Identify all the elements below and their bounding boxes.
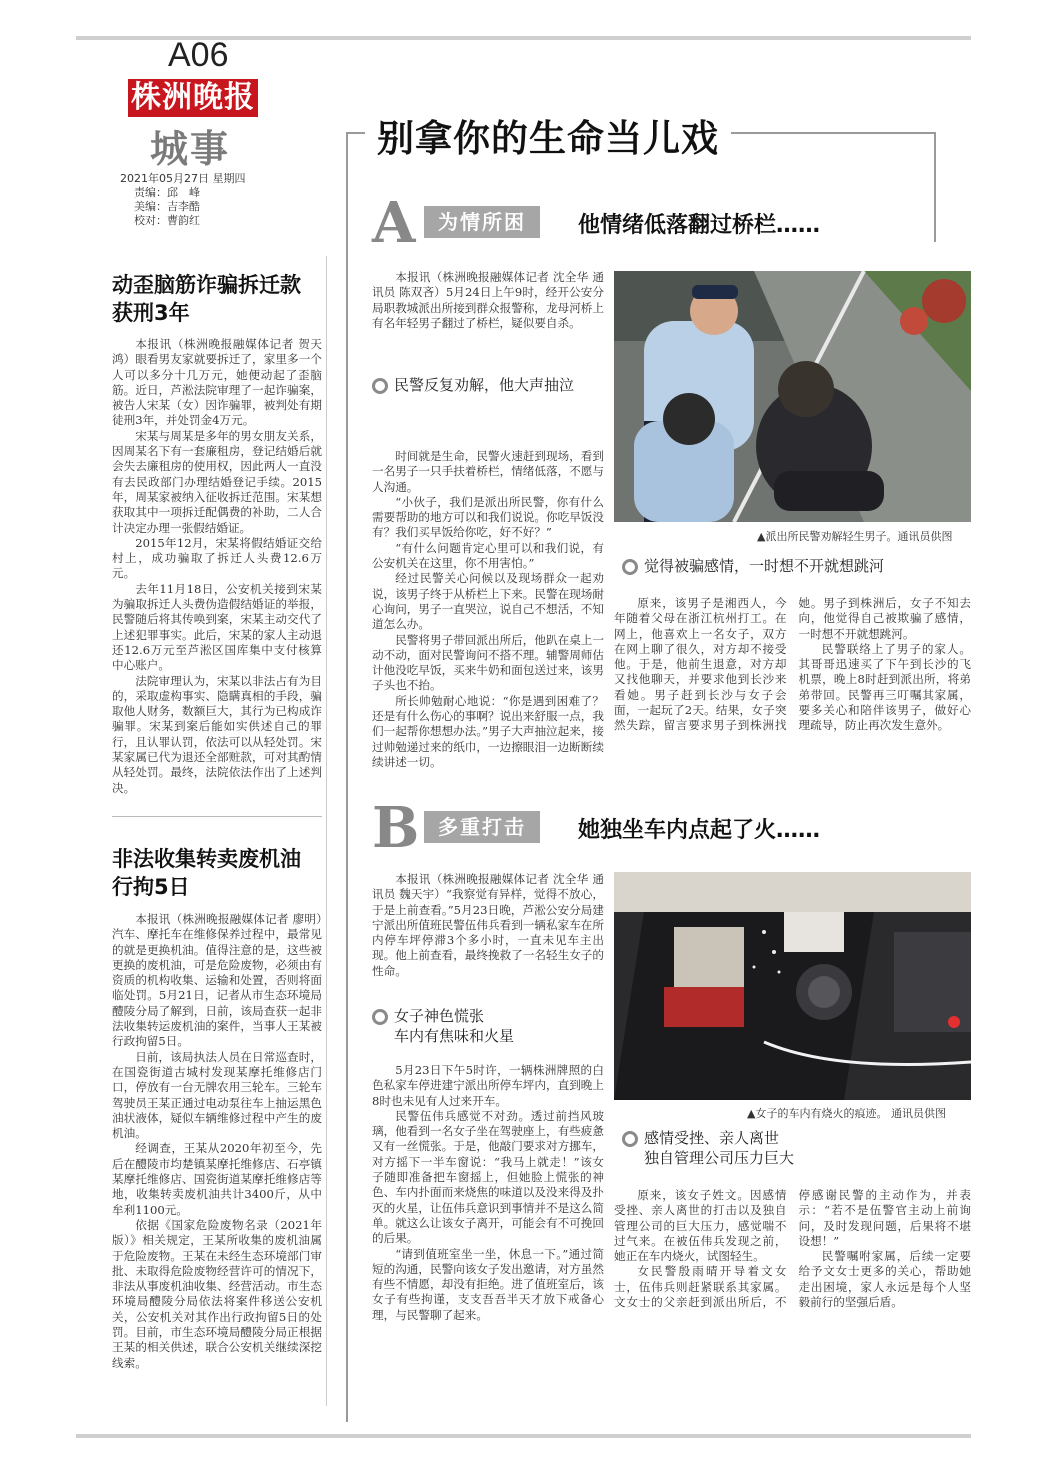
section-a-subhead2 xyxy=(622,556,952,576)
paragraph: 原来，该男子是湘西人，今年随着父母在浙江杭州打工。在网上，他喜欢上一名女子，双方在网上聊了很久，对方却不接受他。于是，他前生退意，对方却又找他聊天，并要求他到长沙来看她。男子赶到长沙与女子会面，一起玩了2天。结果，女子突然失踪，留言要求男子到株洲找她。男子到株洲后，女子不知去向，他觉得自己被欺骗了感情，一时想不开就想跳河。 xyxy=(614,596,971,733)
section-a-subhead1 xyxy=(372,375,604,395)
subhead-line1: 女子神色慌张 xyxy=(394,1007,485,1025)
article1-headline xyxy=(112,271,322,327)
section-b-lead xyxy=(372,872,604,979)
paragraph: 民警嘱咐家属，后续一定要给予文女士更多的关心，帮助她走出困境，家人永远是每个人坚毅前行的坚强后盾。 xyxy=(798,1249,971,1310)
section-a-title: 他情绪低落翻过桥栏…… xyxy=(578,213,821,238)
paragraph: “有什么问题肯定心里可以和我们说，有公安机关在这里，你不用害怕。” xyxy=(372,540,604,571)
paragraph: 本报讯（株洲晚报融媒体记者 沈全华 通讯员 魏天宇）“我察觉有异样，觉得不放心，于是上前查看。”5月23日晚，芦淞公安分局建宁派出所值班民警伍伟兵看到一辆私家车在所内停车坪停滞3个多小时，一直未见车主出现。他上前查看，最终挽救了一名轻生女子的性命。 xyxy=(372,872,604,978)
article1-headline-line2: 获刑3年 xyxy=(112,301,190,325)
article2-body xyxy=(112,912,322,1371)
proofreader-credit: 校对：曹韵红 xyxy=(134,214,200,227)
section-a-letter: A xyxy=(372,190,416,256)
paragraph: 女民警殷雨晴开导着文女士，伍伟兵则赶紧联系其家属。文女士的父亲赶到派出所后，不停感谢民警的主动作为，并表示：“若不是伍警官主动上前询问，及时发现问题，后果将不堪设想！” xyxy=(614,1188,971,1310)
photo-burned-car-interior xyxy=(614,872,971,1100)
photo-illustration xyxy=(614,872,971,1100)
paragraph: 所长帅勉耐心地说：“你是遇到困难了？还是有什么伤心的事啊？说出来舒服一点，我们一起帮你想想办法。”男子大声抽泣起来，接过帅勉递过来的纸巾，一边擦眼泪一边断断续续讲述一切。 xyxy=(372,693,605,769)
issue-date: 2021年05月27日 星期四 xyxy=(120,172,246,185)
section-b-tag: 多重打击 xyxy=(424,811,540,843)
subhead-line2: 车内有焦味和火星 xyxy=(394,1027,515,1045)
editor-credit: 责编：邱 峰 xyxy=(134,186,200,199)
article1-headline-line1: 动歪脑筋诈骗拆迁款 xyxy=(112,273,301,297)
article1-body xyxy=(112,337,322,796)
paragraph: 民警将男子带回派出所后，他趴在桌上一动不动，面对民警询问不搭不理。辅警周师估计他没吃早饭，买来牛奶和面包送过来，该男子头也不抬。 xyxy=(372,632,604,693)
paragraph: “小伙子，我们是派出所民警，你有什么需要帮助的地方可以和我们说说。你吃早饭没有？我们买早饭给你吃，好不好？” xyxy=(372,494,604,540)
section-b-subhead2 xyxy=(622,1128,952,1168)
article2-headline-line1: 非法收集转卖废机油 xyxy=(112,847,301,871)
subhead-text xyxy=(394,1006,514,1046)
newspaper-logo: 株洲晚报 xyxy=(128,79,258,117)
photo1-caption: ▲派出所民警劝解轻生男子。通讯员供图 xyxy=(757,530,953,543)
bottom-rule xyxy=(76,1434,971,1438)
paragraph: 日前，该局执法人员在日常巡查时，在国瓷街道古城村发现某摩托维修店门口，停放有一台无牌农用三轮车。三轮车驾驶员王某正通过电动泵往车上抽运黑色油状液体，疑似车辆维修过程中产生的废机油。 xyxy=(112,1049,322,1141)
article2-headline xyxy=(112,845,322,901)
subhead-line2: 独自管理公司压力巨大 xyxy=(644,1149,795,1167)
section-b-subhead1 xyxy=(372,1006,604,1046)
section-b-letter: B xyxy=(372,795,420,861)
bullet-ring-icon xyxy=(372,1009,388,1025)
paragraph: 法院审理认为，宋某以非法占有为目的，采取虚构事实、隐瞒真相的手段，骗取他人财务，数额巨大，其行为已构成诈骗罪。宋某到案后能如实供述自己的罪行，且认罪认罚，依法可以从轻处罚。宋某家属已代为退还全部赃款，可对其酌情从轻处罚。最终，法院依法作出了上述判决。 xyxy=(112,673,322,795)
subhead-line1: 感情受挫、亲人离世 xyxy=(644,1129,780,1147)
subhead-text: 民警反复劝解，他大声抽泣 xyxy=(394,376,575,394)
paragraph: 本报讯（株洲晚报融媒体记者 沈全华 通讯员 陈双吝）5月24日上午9时，经开公安分局职教城派出所接到群众报警称，龙母河桥上有名年轻男子翻过了桥栏，疑似要自杀。 xyxy=(372,270,604,330)
paragraph: 5月23日下午5时许，一辆株洲牌照的白色私家车停进建宁派出所停车坪内，直到晚上8时也未见有人过来开车。 xyxy=(372,1063,604,1108)
section-b-body1 xyxy=(372,1063,604,1323)
vertical-divider xyxy=(326,256,327,1406)
section-a-body2 xyxy=(614,596,971,774)
subhead-text: 觉得被骗感情，一时想不开就想跳河 xyxy=(644,557,885,575)
photo2-caption: ▲女子的车内有烧火的痕迹。 通讯员供图 xyxy=(747,1107,946,1120)
column-divider xyxy=(112,816,322,817)
paragraph: 原来，该女子姓文。因感情受挫、亲人离世的打击以及独自管理公司的巨大压力，感觉喘不过气来。在被伍伟兵发现之前，她正在车内烧火，试图轻生。 xyxy=(614,1188,787,1264)
section-b-title: 她独坐车内点起了火…… xyxy=(578,818,821,843)
page-number: A06 xyxy=(168,36,229,74)
bullet-ring-icon xyxy=(622,559,638,575)
section-b-body2 xyxy=(614,1188,971,1333)
article2-headline-line2: 行拘5日 xyxy=(112,875,190,899)
paragraph: 依据《国家危险废物名录（2021年版）》相关规定，王某所收集的废机油属于危险废物。王某在未经生态环境部门审批、未取得危险废物经营许可的情况下，非法从事废机油收集、经营活动。市生态环境局醴陵分局依法将案件移送公安机关，公安机关对其作出行政拘留5日的处罚。目前，市生态环境局醴陵分局正根据王某的相关供述，联合公安机关继续深挖线索。 xyxy=(112,1217,322,1370)
bullet-ring-icon xyxy=(622,1131,638,1147)
photo-police-comfort-man xyxy=(614,271,971,522)
paragraph: 时间就是生命，民警火速赶到现场，看到一名男子一只手扶着桥栏，情绪低落，不愿与人沟通。 xyxy=(372,449,604,494)
frame-right xyxy=(934,132,936,242)
paragraph: 宋某与周某是多年的男女朋友关系，因周某名下有一套廉租房，登记结婚后就会失去廉租房的使用权，因此两人一直没有去民政部门办理结婚登记手续。2015年，周某家被纳入征收拆迁范围。宋某想获取其中一项拆迁配偶费的补助，二人合计决定办理一张假结婚证。 xyxy=(112,428,322,535)
main-headline: 别拿你的生命当儿戏 xyxy=(365,108,731,162)
section-a-lead xyxy=(372,270,604,331)
frame-left xyxy=(346,132,348,1422)
section-a-body1 xyxy=(372,449,604,770)
subhead-text xyxy=(644,1128,794,1168)
paragraph: “请到值班室坐一坐，休息一下。”通过简短的沟通，民警向该女子发出邀请，对方虽然有些不情愿，却没有拒绝。进了值班室后，该女子有些拘谨，支支吾吾半天才放下戒备心理，与民警聊了起来。 xyxy=(372,1246,604,1322)
bullet-ring-icon xyxy=(372,378,388,394)
paragraph: 本报讯（株洲晚报融媒体记者 廖明）汽车、摩托车在维修保养过程中，最常见的就是更换机油。值得注意的是，这些被更换的废机油，可是危险废物，必须由有资质的机构收集、运输和处置，否则将面临处罚。5月21日，记者从市生态环境局醴陵分局了解到，日前，该局查获一起非法收集转运废机油的案件，当事人王某被行政拘留5日。 xyxy=(112,912,322,1049)
paragraph: 民警伍伟兵感觉不对劲。透过前挡风玻璃，他看到一名女子坐在驾驶座上，有些疲惫又有一丝慌张。于是，他敲门要求对方挪车，对方摇下一半车窗说：“我马上就走！”该女子随即准备把车窗摇上，但她脸上慌张的神色、车内扑面而来烧焦的味道以及没来得及扑灭的火星，让伍伟兵意识到事情并不是这么简单。就这么让该女子离开，可能会有不可挽回的后果。 xyxy=(372,1108,604,1246)
art-editor-credit: 美编：吉李酷 xyxy=(134,200,200,213)
section-name: 城事 xyxy=(150,126,231,171)
paragraph: 2015年12月，宋某将假结婚证交给村上，成功骗取了拆迁人头费12.6万元。 xyxy=(112,535,322,581)
paragraph: 经过民警关心问候以及现场群众一起劝说，该男子终于从桥栏上下来。民警在现场耐心询问，男子一直哭泣，说自己不想活，不知道怎么办。 xyxy=(372,571,604,632)
paragraph: 本报讯（株洲晚报融媒体记者 贺天鸿）眼看男友家就要拆迁了，家里多一个人可以多分十几万元，她便动起了歪脑筋。近日，芦淞法院审理了一起诈骗案，被告人宋某（女）因诈骗罪，被判处有期徒刑3年，并处罚金4万元。 xyxy=(112,337,322,428)
paragraph: 经调查，王某从2020年初至今，先后在醴陵市均楚镇某摩托维修店、石亭镇某摩托维修店、国瓷街道某摩托维修店等地，收集转卖废机油共计3400斤，从中牟利1100元。 xyxy=(112,1141,322,1217)
section-a-tag: 为情所困 xyxy=(424,206,540,238)
paragraph: 民警联络上了男子的家人。其哥哥迅速买了下午到长沙的飞机票，晚上8时赶到派出所，将弟弟带回。民警再三叮嘱其家属，要多关心和陪伴该男子，做好心理疏导，防止再次发生意外。 xyxy=(798,641,971,733)
photo-illustration xyxy=(614,271,971,522)
paragraph: 去年11月18日，公安机关接到宋某为骗取拆迁人头费伪造假结婚证的举报，民警随后将其传唤到案，宋某主动交代了上述犯罪事实。此后，宋某的家人主动退还12.6万元至芦淞区国库集中支付核算中心账户。 xyxy=(112,581,322,673)
edition-info xyxy=(120,172,290,228)
